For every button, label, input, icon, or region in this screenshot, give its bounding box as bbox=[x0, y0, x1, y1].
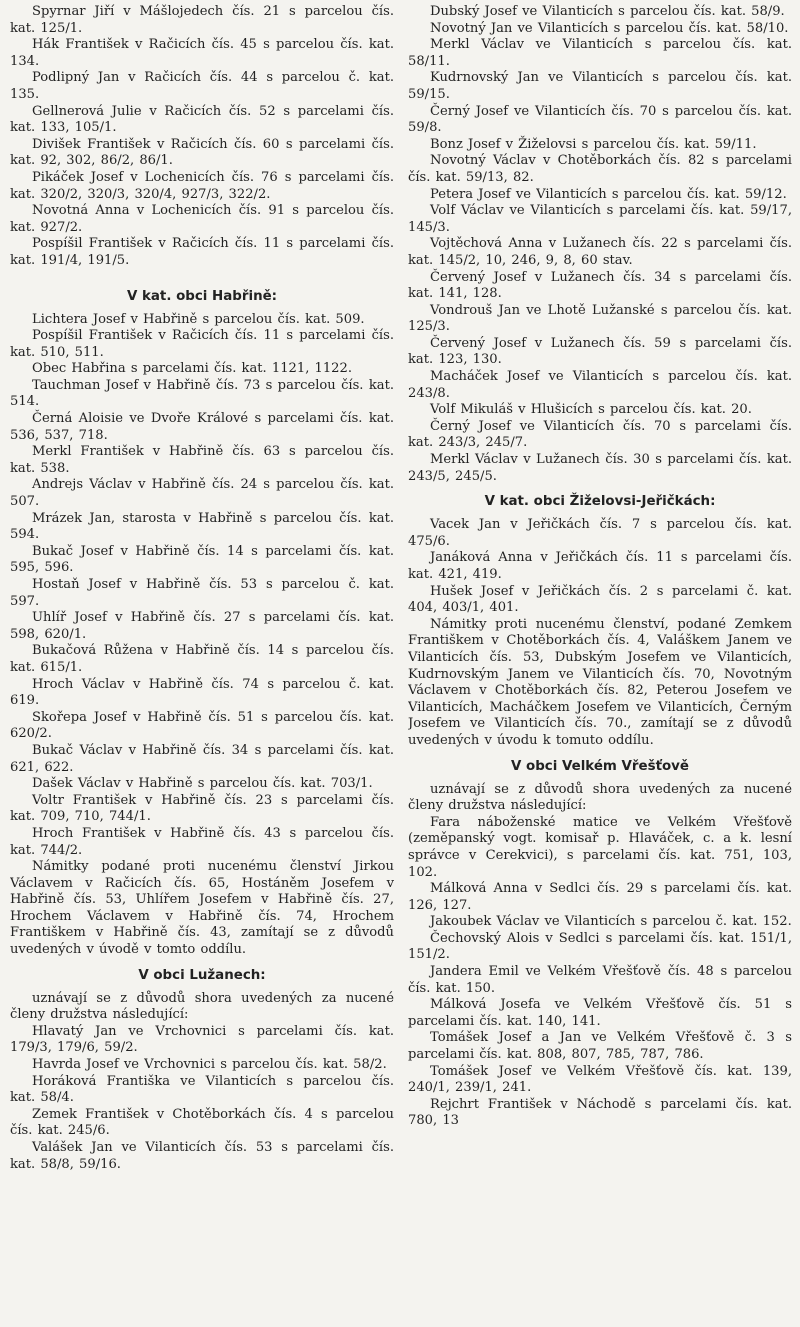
left-section-heading: V obci Lužanech: bbox=[138, 967, 266, 983]
left-column bbox=[10, 4, 394, 1327]
left-record-entry: Gellnerová Julie v Račicích čís. 52 s parcelami čís. kat. 133, 105/1. bbox=[10, 103, 394, 136]
right-record-entry: Bonz Josef v Žiželovsi s parcelou čís. kat. 59/11. bbox=[430, 136, 757, 152]
right-record-entry: Hušek Josef v Jeřičkách čís. 2 s parcelami č. kat. 404, 403/1, 401. bbox=[408, 583, 792, 616]
right-record-entry: Černý Josef ve Vilanticích čís. 70 s parcelou čís. kat. 59/8. bbox=[408, 103, 792, 136]
right-record-entry: Fara náboženské matice ve Velkém Vřešťově (zeměpanský vogt. komisař p. Hlaváček, c. a k. lesní správce v Cerekvici), s parcelami čís. kat. 751, 103, 102. bbox=[408, 814, 792, 880]
right-record-entry: Námitky proti nucenému členství, podané Zemkem Františkem v Chotěborkách čís. 4, Valáškem Janem ve Vilanticích čís. 53, Dubským Josefem ve Vilanticích, Kudrnovským Janem ve Vilanticích čís. 70, Novotným Václavem v Chotěborkách čís. 82, Peterou Josefem ve Vilanticích, Macháčkem Josefem ve Vilanticích, Černým Josefem ve Vilanticích čís. 70., zamítají se z důvodů uvedených v úvodu k tomuto oddílu. bbox=[408, 616, 792, 748]
left-record-entry: Horáková Františka ve Vilanticích s parcelou čís. kat. 58/4. bbox=[10, 1073, 394, 1106]
left-record-entry: Novotná Anna v Lochenicích čís. 91 s parcelou čís. kat. 927/2. bbox=[10, 203, 394, 235]
left-record-entry: Pospíšil František v Račicích čís. 11 s parcelami čís. kat. 191/4, 191/5. bbox=[10, 236, 394, 268]
left-record-entry: Námitky podané proti nucenému členství Jirkou Václavem v Račicích čís. 65, Hostáněm Josefem v Habřině čís. 53, Uhlířem Josefem v Habřině čís. 27, Hrochem Václavem v Habřině čís. 74, Hrochem Františkem v Habřině čís. 43, zamítají se z důvodů uvedených v úvodě v tomto oddílu. bbox=[10, 859, 394, 958]
left-record-entry: Havrda Josef ve Vrchovnici s parcelou čís. kat. 58/2. bbox=[32, 1057, 387, 1073]
left-record-entry: Hostaň Josef v Habřině čís. 53 s parcelou č. kat. 597. bbox=[10, 577, 394, 609]
left-record-entry: Bukač Josef v Habřině čís. 14 s parcelami čís. kat. 595, 596. bbox=[10, 543, 394, 576]
right-record-entry: Merkl Václav v Lužanech čís. 30 s parcelami čís. kat. 243/5, 245/5. bbox=[408, 452, 792, 484]
right-record-entry: Málková Anna v Sedlci čís. 29 s parcelami čís. kat. 126, 127. bbox=[408, 881, 792, 913]
right-column bbox=[408, 4, 792, 1327]
left-record-entry: Voltr František v Habřině čís. 23 s parcelami čís. kat. 709, 710, 744/1. bbox=[10, 792, 394, 825]
left-record-entry: Skořepa Josef v Habřině čís. 51 s parcelou čís. kat. 620/2. bbox=[10, 709, 394, 742]
left-record-entry: uznávají se z důvodů shora uvedených za nucené členy družstva následující: bbox=[10, 990, 394, 1023]
left-record-entry: Podlipný Jan v Račicích čís. 44 s parcelou č. kat. 135. bbox=[10, 70, 394, 102]
right-record-entry: Dubský Josef ve Vilanticích s parcelou čís. kat. 58/9. bbox=[430, 4, 785, 19]
left-record-entry: Merkl František v Habřině čís. 63 s parcelou čís. kat. 538. bbox=[10, 444, 394, 476]
left-record-entry: Hák František v Račicích čís. 45 s parcelou čís. kat. 134. bbox=[10, 37, 394, 69]
right-record-entry: Málková Josefa ve Velkém Vřešťově čís. 51 s parcelami čís. kat. 140, 141. bbox=[408, 997, 792, 1029]
left-record-entry: Uhlíř Josef v Habřině čís. 27 s parcelami čís. kat. 598, 620/1. bbox=[10, 610, 394, 642]
right-record-entry: Tomášek Josef a Jan ve Velkém Vřešťově č. 3 s parcelami čís. kat. 808, 807, 785, 787, 786. bbox=[408, 1030, 792, 1063]
left-record-entry: Mrázek Jan, starosta v Habřině s parcelou čís. kat. 594. bbox=[10, 510, 394, 543]
left-record-entry: Dašek Václav v Habřině s parcelou čís. kat. 703/1. bbox=[32, 776, 373, 792]
left-record-entry: Hroch Václav v Habřině čís. 74 s parcelou č. kat. 619. bbox=[10, 676, 394, 709]
right-record-entry: Rejchrt František v Náchodě s parcelami čís. kat. 780, 13 bbox=[408, 1096, 792, 1129]
right-section-heading: V kat. obci Žiželovsi-Jeřičkách: bbox=[484, 494, 716, 510]
right-record-entry: Volf Václav ve Vilanticích s parcelami čís. kat. 59/17, 145/3. bbox=[408, 203, 792, 235]
left-record-entry: Valášek Jan ve Vilanticích čís. 53 s parcelami čís. kat. 58/8, 59/16. bbox=[10, 1140, 394, 1172]
left-record-entry: Tauchman Josef v Habřině čís. 73 s parcelou čís. kat. 514. bbox=[10, 377, 394, 410]
right-record-entry: Novotný Václav v Chotěborkách čís. 82 s parcelami čís. kat. 59/13, 82. bbox=[408, 153, 792, 185]
right-record-entry: Vacek Jan v Jeřičkách čís. 7 s parcelou čís. kat. 475/6. bbox=[408, 517, 792, 549]
left-record-entry: Pospíšil František v Račicích čís. 11 s parcelami čís. kat. 510, 511. bbox=[10, 328, 394, 360]
right-record-entry: Novotný Jan ve Vilanticích s parcelou čís. kat. 58/10. bbox=[430, 20, 789, 36]
right-record-entry: Čechovský Alois v Sedlci s parcelami čís. kat. 151/1, 151/2. bbox=[408, 930, 792, 963]
left-record-entry: Lichtera Josef v Habřině s parcelou čís. kat. 509. bbox=[32, 311, 365, 327]
right-record-entry: Kudrnovský Jan ve Vilanticích s parcelou čís. kat. 59/15. bbox=[408, 70, 792, 102]
left-record-entry: Hlavatý Jan ve Vrchovnici s parcelami čís. kat. 179/3, 179/6, 59/2. bbox=[10, 1023, 394, 1056]
right-record-entry: Vondrouš Jan ve Lhotě Lužanské s parcelou čís. kat. 125/3. bbox=[408, 302, 792, 335]
left-section-heading: V kat. obci Habřině: bbox=[126, 288, 278, 304]
right-record-entry: Červený Josef v Lužanech čís. 59 s parcelami čís. kat. 123, 130. bbox=[408, 335, 792, 368]
right-record-entry: Jakoubek Václav ve Vilanticích s parcelou č. kat. 152. bbox=[430, 914, 792, 930]
right-record-entry: Tomášek Josef ve Velkém Vřešťově čís. kat. 139, 240/1, 239/1, 241. bbox=[408, 1063, 792, 1096]
left-record-entry: Pikáček Josef v Lochenicích čís. 76 s parcelami čís. kat. 320/2, 320/3, 320/4, 927/3, 322/2. bbox=[10, 169, 394, 202]
right-record-entry: uznávají se z důvodů shora uvedených za nucené členy družstva následující: bbox=[408, 781, 792, 814]
right-record-entry: Černý Josef ve Vilanticích čís. 70 s parcelami čís. kat. 243/3, 245/7. bbox=[408, 418, 792, 451]
right-record-entry: Volf Mikuláš v Hlušicích s parcelou čís. kat. 20. bbox=[430, 402, 752, 418]
right-record-entry: Janáková Anna v Jeřičkách čís. 11 s parcelami čís. kat. 421, 419. bbox=[408, 550, 792, 582]
left-record-entry: Obec Habřina s parcelami čís. kat. 1121, 1122. bbox=[32, 361, 353, 377]
left-record-entry: Černá Aloisie ve Dvoře Králové s parcelami čís. kat. 536, 537, 718. bbox=[10, 411, 394, 443]
left-record-entry: Bukač Václav v Habřině čís. 34 s parcelami čís. kat. 621, 622. bbox=[10, 742, 394, 775]
right-record-entry: Macháček Josef ve Vilanticích s parcelou čís. kat. 243/8. bbox=[408, 369, 792, 401]
left-record-entry: Bukačová Růžena v Habřině čís. 14 s parcelou čís. kat. 615/1. bbox=[10, 643, 394, 675]
right-record-entry: Petera Josef ve Vilanticích s parcelou čís. kat. 59/12. bbox=[430, 186, 787, 202]
right-record-entry: Červený Josef v Lužanech čís. 34 s parcelami čís. kat. 141, 128. bbox=[408, 269, 792, 302]
left-record-entry: Zemek František v Chotěborkách čís. 4 s parcelou čís. kat. 245/6. bbox=[10, 1106, 394, 1139]
left-record-entry: Hroch František v Habřině čís. 43 s parcelou čís. kat. 744/2. bbox=[10, 825, 394, 858]
left-record-entry: Andrejs Václav v Habřině čís. 24 s parcelou čís. kat. 507. bbox=[10, 477, 394, 510]
right-record-entry: Jandera Emil ve Velkém Vřešťově čís. 48 s parcelou čís. kat. 150. bbox=[408, 964, 792, 996]
right-record-entry: Vojtěchová Anna v Lužanech čís. 22 s parcelami čís. kat. 145/2, 10, 246, 9, 8, 60 stav. bbox=[408, 236, 792, 268]
right-section-heading: V obci Velkém Vřešťově bbox=[511, 758, 689, 774]
right-record-entry: Merkl Václav ve Vilanticích s parcelou čís. kat. 58/11. bbox=[408, 37, 792, 69]
left-record-entry: Divišek František v Račicích čís. 60 s parcelami čís. kat. 92, 302, 86/2, 86/1. bbox=[10, 136, 394, 169]
left-record-entry: Spyrnar Jiří v Mášlojedech čís. 21 s parcelou čís. kat. 125/1. bbox=[10, 4, 394, 36]
